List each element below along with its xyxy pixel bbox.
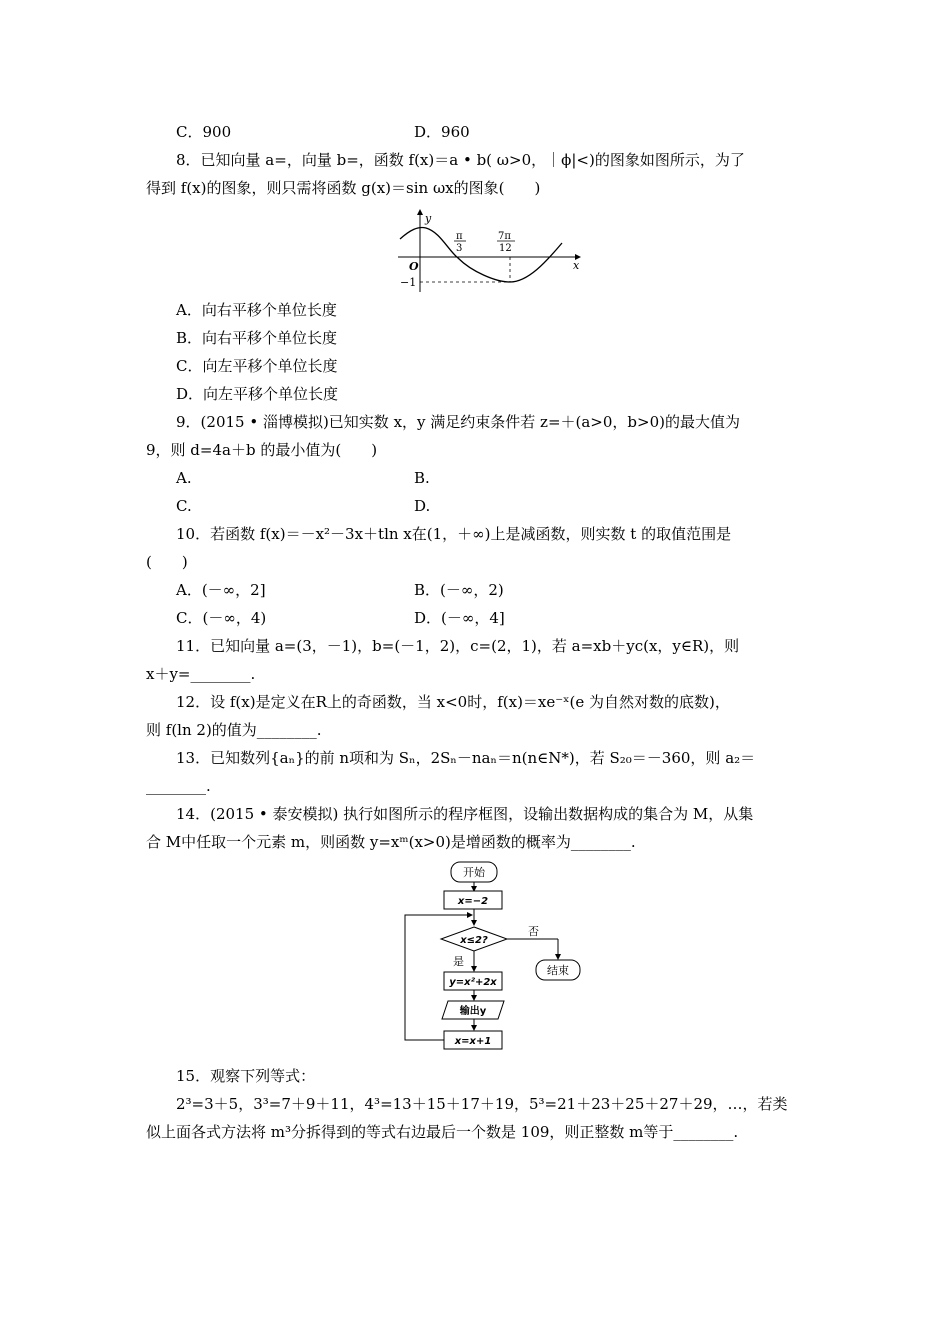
q7-option-c: C．900 (176, 123, 232, 141)
q8-stem-line1: 8．已知向量 a=，向量 b=，函数 f(x)＝a • b( ω>0，｜ϕ|<)的图象如图所示，为了 (176, 151, 745, 169)
q10-option-a: A．(－∞，2] (176, 581, 266, 599)
q11-stem-line1: 11．已知向量 a=(3，－1)，b=(－1，2)，c=(2，1)，若 a=xb＋yc(x，y∈R)，则 (176, 637, 740, 655)
seven-pi-over-12-den: 12 (499, 243, 512, 254)
q10-option-c: C．(－∞，4) (176, 609, 267, 627)
q8-option-c: C．向左平移个单位长度 (176, 357, 338, 375)
q9-option-a: A. (176, 469, 192, 487)
minus-one-label: −1 (400, 276, 417, 289)
q10-stem-line1: 10．若函数 f(x)＝－x²－3x＋tln x在(1，＋∞)上是减函数，则实数 t 的取值范围是 (176, 525, 732, 543)
output-label: 输出y (459, 1006, 487, 1017)
q13-stem-line2: ________. (146, 777, 211, 795)
q14-flowchart (400, 858, 590, 1064)
q9-option-b: B. (414, 469, 430, 487)
seven-pi-over-12-num: 7π (498, 231, 511, 242)
end-label: 结束 (547, 964, 569, 977)
pi-over-3-den: 3 (456, 243, 463, 254)
q9-option-d: D. (414, 497, 431, 515)
q14-stem-line1: 14．(2015 • 泰安模拟) 执行如图所示的程序框图，设输出数据构成的集合为 M，从集 (176, 805, 754, 823)
q11-stem-line2: x＋y=________. (146, 665, 256, 683)
origin-label: O (409, 260, 419, 273)
q12-stem-line2: 则 f(ln 2)的值为________. (146, 721, 322, 739)
q9-stem-line2: 9，则 d=4a＋b 的最小值为( ) (146, 441, 378, 459)
x-label: x (573, 259, 580, 272)
q10-option-b: B．(－∞，2) (414, 581, 504, 599)
q15-stem-line2: 2³=3＋5，3³=7＋9＋11，4³=13＋15＋17＋19，5³=21＋23＋25＋27＋29，…，若类 (176, 1095, 788, 1113)
pi-over-3-num: π (456, 231, 463, 242)
no-label: 否 (528, 925, 539, 938)
q8-option-a: A．向右平移个单位长度 (176, 301, 337, 319)
q12-stem-line1: 12．设 f(x)是定义在R上的奇函数，当 x<0时，f(x)＝xe⁻ˣ(e 为自然对数的底数)， (176, 693, 730, 711)
yes-label: 是 (453, 955, 464, 968)
y-label: y (425, 212, 432, 225)
q8-stem-line2: 得到 f(x)的图象，则只需将函数 g(x)＝sin ωx的图象( ) (146, 179, 541, 197)
q15-stem-line3: 似上面各式方法将 m³分拆得到的等式右边最后一个数是 109，则正整数 m等于________. (146, 1123, 739, 1141)
q7-option-d: D．960 (414, 123, 470, 141)
sine-curve (400, 227, 562, 282)
init-label: x=−2 (457, 896, 489, 907)
q8-option-b: B．向右平移个单位长度 (176, 329, 338, 347)
q9-option-c: C. (176, 497, 192, 515)
increment-label: x=x+1 (454, 1036, 492, 1047)
q14-stem-line2: 合 M中任取一个元素 m，则函数 y=xᵐ(x>0)是增函数的概率为________. (146, 833, 636, 851)
q8-option-d: D．向左平移个单位长度 (176, 385, 339, 403)
q10-stem-line2: ( ) (146, 553, 188, 571)
start-label: 开始 (463, 866, 485, 879)
calc-label: y=x²+2x (449, 977, 497, 988)
q8-function-graph (396, 206, 592, 294)
q15-stem-line1: 15．观察下列等式： (176, 1067, 316, 1085)
q10-option-d: D．(－∞，4] (414, 609, 505, 627)
condition-label: x≤2? (460, 935, 488, 946)
q9-stem-line1: 9．(2015 • 淄博模拟)已知实数 x，y 满足约束条件若 z=＋(a>0，b>0)的最大值为 (176, 413, 740, 431)
q13-stem-line1: 13．已知数列{aₙ}的前 n项和为 Sₙ，2Sₙ－naₙ＝n(n∈N*)，若 S₂₀＝－360，则 a₂＝ (176, 749, 756, 767)
